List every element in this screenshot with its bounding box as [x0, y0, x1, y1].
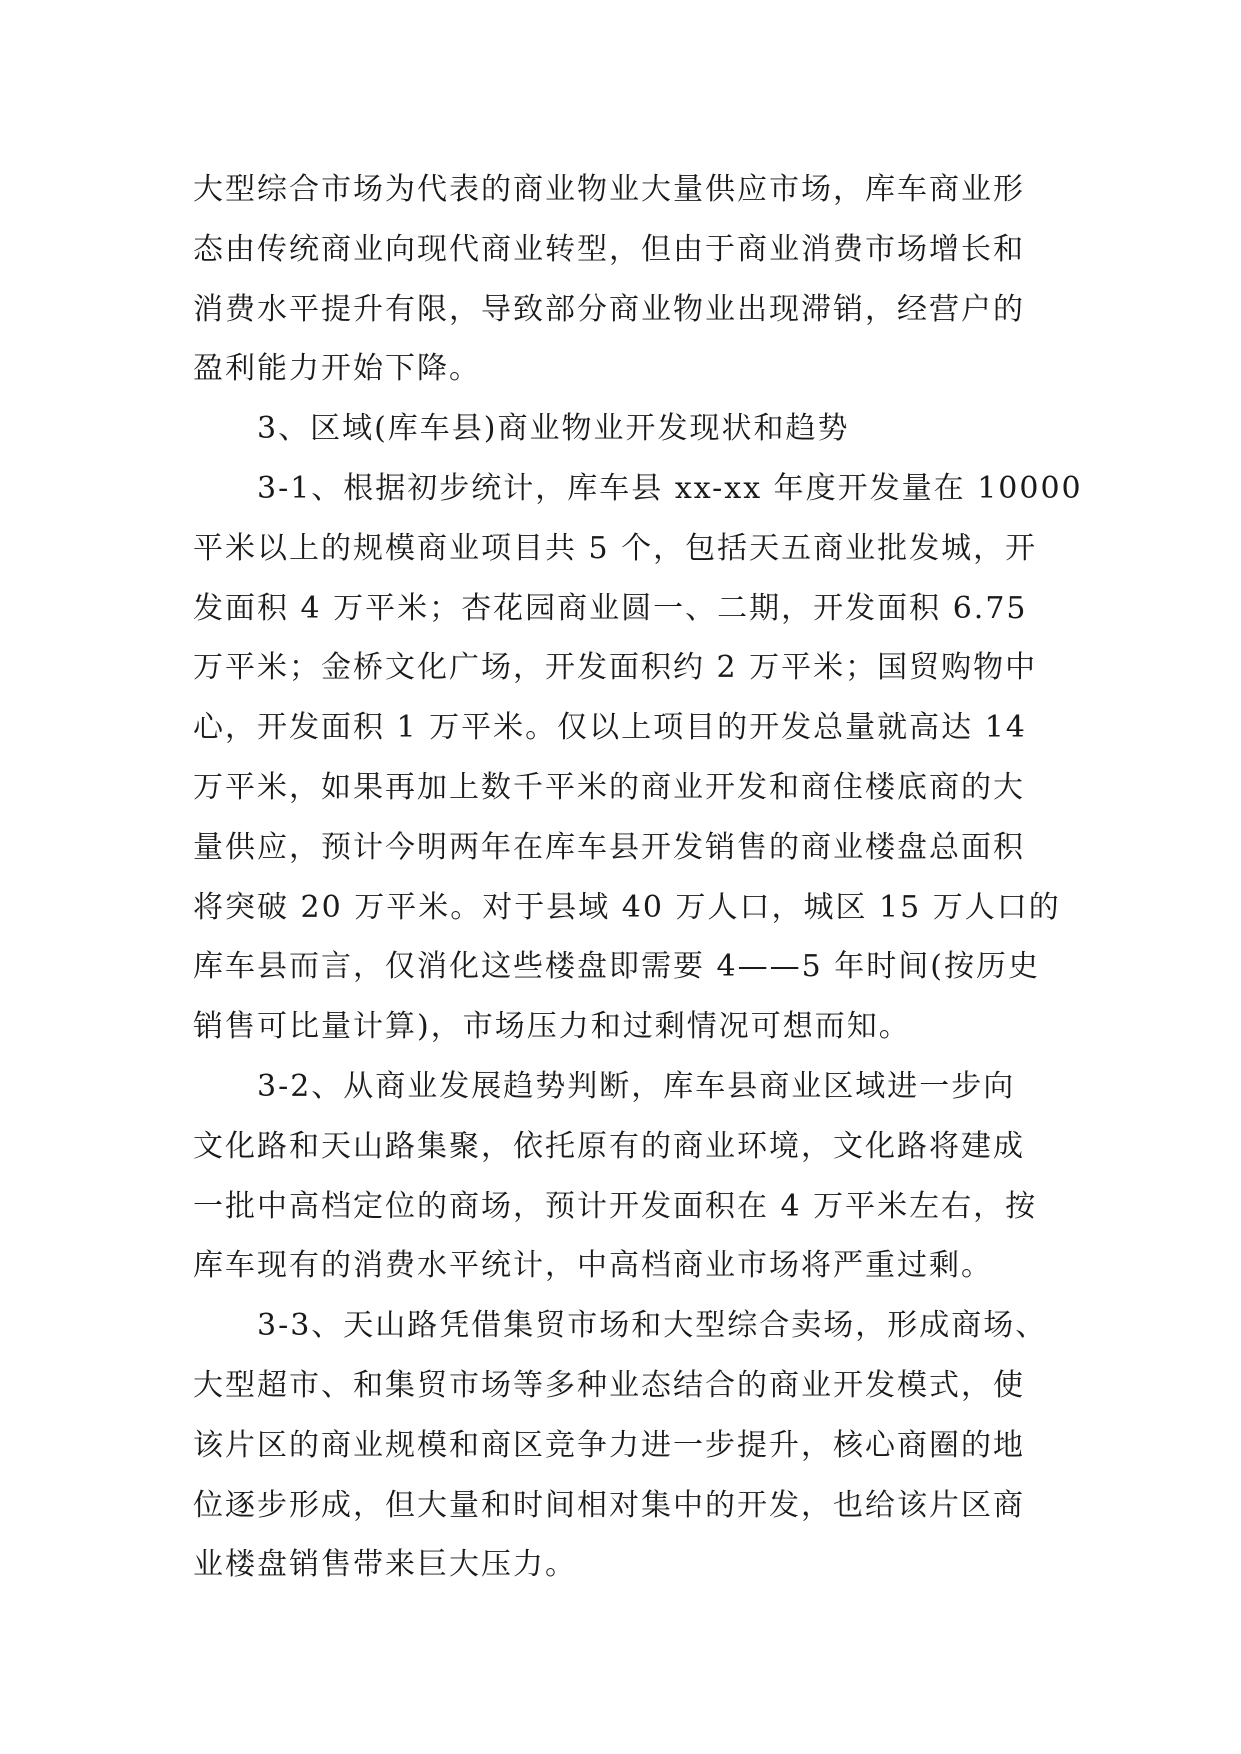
text-line: 库车现有的消费水平统计，中高档商业市场将严重过剩。 — [193, 1248, 993, 1284]
text-line: 位逐步形成，但大量和时间相对集中的开发，也给该片区商 — [193, 1487, 1025, 1523]
text-line: 万平米，如果再加上数千平米的商业开发和商住楼底商的大 — [193, 769, 1025, 805]
text-line: 3-3、天山路凭借集贸市场和大型综合卖场，形成商场、 — [257, 1308, 1048, 1344]
text-line: 发面积 4 万平米；杏花园商业圆一、二期，开发面积 6.75 — [193, 590, 1028, 626]
text-line: 大型超市、和集贸市场等多种业态结合的商业开发模式，使 — [193, 1367, 1025, 1403]
text-line: 将突破 20 万平米。对于县域 40 万人口，城区 15 万人口的 — [193, 889, 1061, 925]
text-line: 3-2、从商业发展趋势判断，库车县商业区域进一步向 — [257, 1068, 1016, 1104]
text-line: 消费水平提升有限，导致部分商业物业出现滞销，经营户的 — [193, 291, 1025, 327]
text-line: 文化路和天山路集聚，依托原有的商业环境，文化路将建成 — [193, 1128, 1025, 1164]
text-line: 大型综合市场为代表的商业物业大量供应市场，库车商业形 — [193, 172, 1025, 207]
section-heading: 3、区域(库车县)商业物业开发现状和趋势 — [257, 411, 850, 447]
text-line: 盈利能力开始下降。 — [193, 351, 481, 387]
text-line: 销售可比量计算)，市场压力和过剩情况可想而知。 — [193, 1009, 911, 1045]
text-line: 态由传统商业向现代商业转型，但由于商业消费市场增长和 — [193, 231, 1025, 267]
text-line: 量供应，预计今明两年在库车县开发销售的商业楼盘总面积 — [193, 829, 1025, 865]
text-line: 心，开发面积 1 万平米。仅以上项目的开发总量就高达 14 — [193, 710, 1027, 746]
document-body — [193, 160, 1083, 1595]
text-line: 一批中高档定位的商场，预计开发面积在 4 万平米左右，按 — [193, 1188, 1038, 1224]
text-line: 业楼盘销售带来巨大压力。 — [193, 1547, 577, 1583]
text-line: 库车县而言，仅消化这些楼盘即需要 4——5 年时间(按历史 — [193, 949, 1040, 985]
text-line: 平米以上的规模商业项目共 5 个，包括天五商业批发城，开 — [193, 530, 1038, 566]
text-line: 3-1、根据初步统计，库车县 xx-xx 年度开发量在 10000 — [257, 470, 1083, 506]
text-line: 该片区的商业规模和商区竞争力进一步提升，核心商圈的地 — [193, 1427, 1025, 1463]
text-line: 万平米；金桥文化广场，开发面积约 2 万平米；国贸购物中 — [193, 650, 1038, 686]
